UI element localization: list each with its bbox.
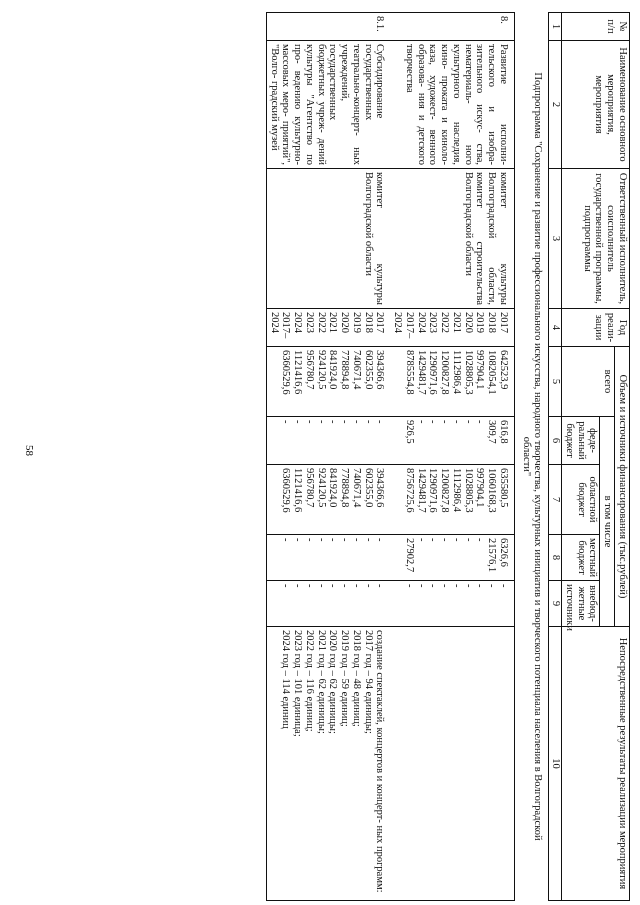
cell-line: 2024: [268, 312, 280, 333]
cell-line: -: [327, 538, 339, 542]
cell-line: [268, 584, 280, 623]
cell-line: 2022 год – 116 единиц;: [304, 630, 315, 732]
cell-line: 1082054,1: [486, 350, 498, 395]
cell-line: -: [292, 538, 304, 542]
row-total: [391, 347, 515, 417]
cell-line: -: [315, 420, 327, 424]
cell-line: -: [486, 584, 498, 588]
cell-line: 2021 год – 62 единицы;: [315, 630, 327, 734]
row-federal: [391, 417, 515, 465]
column-number: 8: [549, 535, 562, 581]
cell-line: -: [351, 420, 362, 424]
cell-line: -: [374, 584, 386, 588]
cell-line: 309,7: [486, 420, 498, 444]
header-funding: Объем и источники финансирования (тыс.рублей): [615, 347, 630, 627]
page-number: 58: [23, 445, 35, 456]
cell-line: -: [374, 538, 386, 542]
cell-line: 602355,0: [362, 350, 374, 390]
row-name: Развитие исполни- тельского и изобра- зительного искус- ства, нематериаль- ного культурного наследия, кино- проката и киноло- каза, художест- венного образова- ния и детского творчества: [391, 41, 515, 169]
cell-line: 1028805,3: [462, 468, 474, 513]
cell-line: -: [462, 420, 474, 424]
cell-line: 2019 год – 59 единиц;: [339, 630, 351, 727]
cell-line: -: [362, 584, 374, 588]
column-number: 4: [549, 309, 562, 347]
cell-line: -: [451, 584, 462, 588]
header-name: Наименование основного мероприятия, мероприятия: [562, 41, 630, 169]
cell-line: 2023 год – 101 единица;: [292, 630, 304, 737]
header-including: в том числе: [600, 417, 615, 627]
cell-line: -: [315, 584, 327, 588]
cell-line: -: [280, 538, 292, 542]
cell-line: -: [327, 420, 339, 424]
rotated-document: [85, 12, 630, 900]
funding-table: [266, 12, 630, 901]
cell-line: 778894,8: [339, 350, 351, 390]
cell-line: -: [280, 420, 292, 424]
cell-line: -: [427, 584, 439, 588]
column-number: 9: [549, 581, 562, 627]
cell-line: 2019: [474, 312, 486, 333]
table-row: [391, 13, 515, 901]
cell-line: 2017–: [404, 312, 415, 339]
cell-line: 2017 год – 94 единицы;: [362, 630, 374, 734]
header-executor: Ответственный исполнитель, соисполнитель государственной программы, подпрограммы: [562, 169, 630, 309]
cell-line: [392, 584, 404, 623]
cell-line: 1200827,8: [439, 468, 451, 513]
cell-line: 2018: [486, 312, 498, 333]
cell-line: -: [427, 538, 439, 542]
cell-line: -: [415, 538, 427, 542]
cell-line: -: [339, 420, 351, 424]
cell-line: -: [351, 538, 362, 542]
header-regional: областной бюджет: [562, 465, 600, 535]
row-total: [267, 347, 391, 417]
header-num: № п/п: [562, 13, 630, 41]
cell-line: 997904,1: [474, 468, 486, 508]
cell-line: 8785554,8: [404, 350, 415, 395]
cell-line: 2017–: [280, 312, 292, 339]
header-year: Год реали- зации: [562, 309, 630, 347]
cell-line: 1290971,6: [427, 468, 439, 513]
cell-line: 2020: [339, 312, 351, 333]
cell-line: 2024: [415, 312, 427, 333]
row-federal: [267, 417, 391, 465]
row-num: 8.: [391, 13, 515, 41]
row-extra: [267, 581, 391, 627]
subprogram-title: Подпрограмма "Сохранение и развитие профессионального искусства, народного творчества, культурных инициатив и творческого потенциала населения в Волгоградской области": [515, 13, 550, 901]
cell-line: -: [427, 420, 439, 424]
cell-line: 1200827,8: [439, 350, 451, 395]
cell-line: создание спектаклей, концертов и концерт- ных программ:: [374, 630, 386, 893]
column-number: 2: [549, 41, 562, 169]
cell-line: 635580,5: [498, 468, 509, 508]
table-row: [267, 13, 391, 901]
cell-line: 1429481,7: [415, 350, 427, 395]
cell-line: -: [327, 584, 339, 588]
cell-line: 6326,6: [498, 538, 509, 567]
cell-line: 1112986,4: [451, 468, 462, 512]
cell-line: 2017: [374, 312, 386, 333]
cell-line: 2024 год – 114 единиц: [280, 630, 292, 729]
cell-line: 2017: [498, 312, 509, 333]
cell-line: -: [474, 584, 486, 588]
cell-line: [392, 350, 404, 413]
header-results: Непосредственные результаты реализации мероприятия: [562, 627, 630, 901]
cell-line: [268, 538, 280, 577]
cell-line: 2020: [462, 312, 474, 333]
row-results: [267, 627, 391, 901]
cell-line: -: [362, 420, 374, 424]
cell-line: 602355,0: [362, 468, 374, 508]
cell-line: -: [498, 584, 509, 588]
cell-line: 2018 год – 48 единиц;: [351, 630, 362, 727]
cell-line: -: [292, 584, 304, 588]
row-executor: комитет культуры Волгоградской области, комитет строительства Волгоградской области: [391, 169, 515, 309]
row-regional: [391, 465, 515, 535]
cell-line: 394366,6: [374, 350, 386, 390]
cell-line: 2023: [304, 312, 315, 333]
cell-line: 2022: [439, 312, 451, 333]
cell-line: 1290971,6: [427, 350, 439, 395]
cell-line: -: [292, 420, 304, 424]
cell-line: -: [439, 538, 451, 542]
cell-line: 21576,1: [486, 538, 498, 573]
row-local: [267, 535, 391, 581]
cell-line: 27902,7: [404, 538, 415, 573]
subprogram-row: [515, 13, 550, 901]
row-executor: комитет культуры Волгоградской области: [267, 169, 391, 309]
cell-line: 2021: [451, 312, 462, 333]
cell-line: -: [315, 538, 327, 542]
row-years: [267, 309, 391, 347]
cell-line: -: [339, 538, 351, 542]
cell-line: -: [362, 538, 374, 542]
cell-line: 2024: [292, 312, 304, 333]
cell-line: 997904,1: [474, 350, 486, 390]
cell-line: -: [415, 584, 427, 588]
cell-line: 1060168,3: [486, 468, 498, 513]
cell-line: -: [351, 584, 362, 588]
cell-line: 778894,8: [339, 468, 351, 508]
cell-line: -: [304, 584, 315, 588]
cell-line: -: [339, 584, 351, 588]
cell-line: 1121416,6: [292, 350, 304, 395]
cell-line: -: [451, 538, 462, 542]
cell-line: -: [374, 420, 386, 424]
cell-line: 956780,7: [304, 350, 315, 390]
header-extra: внебюд- жетные источники: [562, 581, 600, 627]
cell-line: -: [415, 420, 427, 424]
cell-line: 1121416,6: [292, 468, 304, 513]
column-number: 5: [549, 347, 562, 417]
cell-line: 2018: [362, 312, 374, 333]
row-local: [391, 535, 515, 581]
cell-line: 841924,0: [327, 468, 339, 508]
cell-line: 8756725,6: [404, 468, 415, 513]
cell-line: 924120,5: [315, 350, 327, 390]
column-number: 6: [549, 417, 562, 465]
cell-line: [392, 468, 404, 531]
cell-line: -: [474, 420, 486, 424]
row-num: 8.1.: [267, 13, 391, 41]
header-federal: феде- ральный бюджет: [562, 417, 600, 465]
column-number: 7: [549, 465, 562, 535]
cell-line: [268, 420, 280, 461]
cell-line: -: [404, 584, 415, 588]
cell-line: -: [439, 420, 451, 424]
cell-line: 926,5: [404, 420, 415, 444]
cell-line: [268, 350, 280, 413]
header-total: всего: [562, 347, 615, 417]
cell-line: -: [439, 584, 451, 588]
cell-line: 2022: [315, 312, 327, 333]
header-local: местный бюджет: [562, 535, 600, 581]
column-number-row: [549, 13, 562, 901]
row-regional: [267, 465, 391, 535]
column-number: 1: [549, 13, 562, 41]
cell-line: 740671,4: [351, 468, 362, 508]
cell-line: 2021: [327, 312, 339, 333]
row-name: Субсидирование государственных театрально-концерт- ных учреждений, государственных бюджетных учреж- дений культуры "Агентство по про- ведению культурно- массовых меро- приятий", "Волго- градский музей: [267, 41, 391, 169]
cell-line: 740671,4: [351, 350, 362, 390]
cell-line: 642523,9: [498, 350, 509, 390]
cell-line: [268, 468, 280, 531]
cell-line: 1429481,7: [415, 468, 427, 513]
cell-line: -: [462, 538, 474, 542]
cell-line: 2019: [351, 312, 362, 333]
column-number: 10: [549, 627, 562, 901]
column-number: 3: [549, 169, 562, 309]
cell-line: 616,8: [498, 420, 509, 444]
cell-line: [392, 538, 404, 577]
cell-line: 394366,6: [374, 468, 386, 508]
cell-line: 6360529,6: [280, 468, 292, 513]
cell-line: -: [304, 420, 315, 424]
cell-line: 2023: [427, 312, 439, 333]
cell-line: 2020 год – 62 единицы;: [327, 630, 339, 734]
cell-line: [392, 420, 404, 461]
cell-line: -: [462, 584, 474, 588]
cell-line: 6360529,6: [280, 350, 292, 395]
cell-line: 841924,0: [327, 350, 339, 390]
cell-line: -: [280, 584, 292, 588]
row-extra: [391, 581, 515, 627]
cell-line: 1028805,3: [462, 350, 474, 395]
row-years: [391, 309, 515, 347]
cell-line: 924120,5: [315, 468, 327, 508]
cell-line: 1112986,4: [451, 350, 462, 394]
cell-line: 2024: [392, 312, 404, 333]
cell-line: 956780,7: [304, 468, 315, 508]
cell-line: -: [451, 420, 462, 424]
row-results: [391, 627, 515, 901]
cell-line: -: [474, 538, 486, 542]
cell-line: -: [304, 538, 315, 542]
